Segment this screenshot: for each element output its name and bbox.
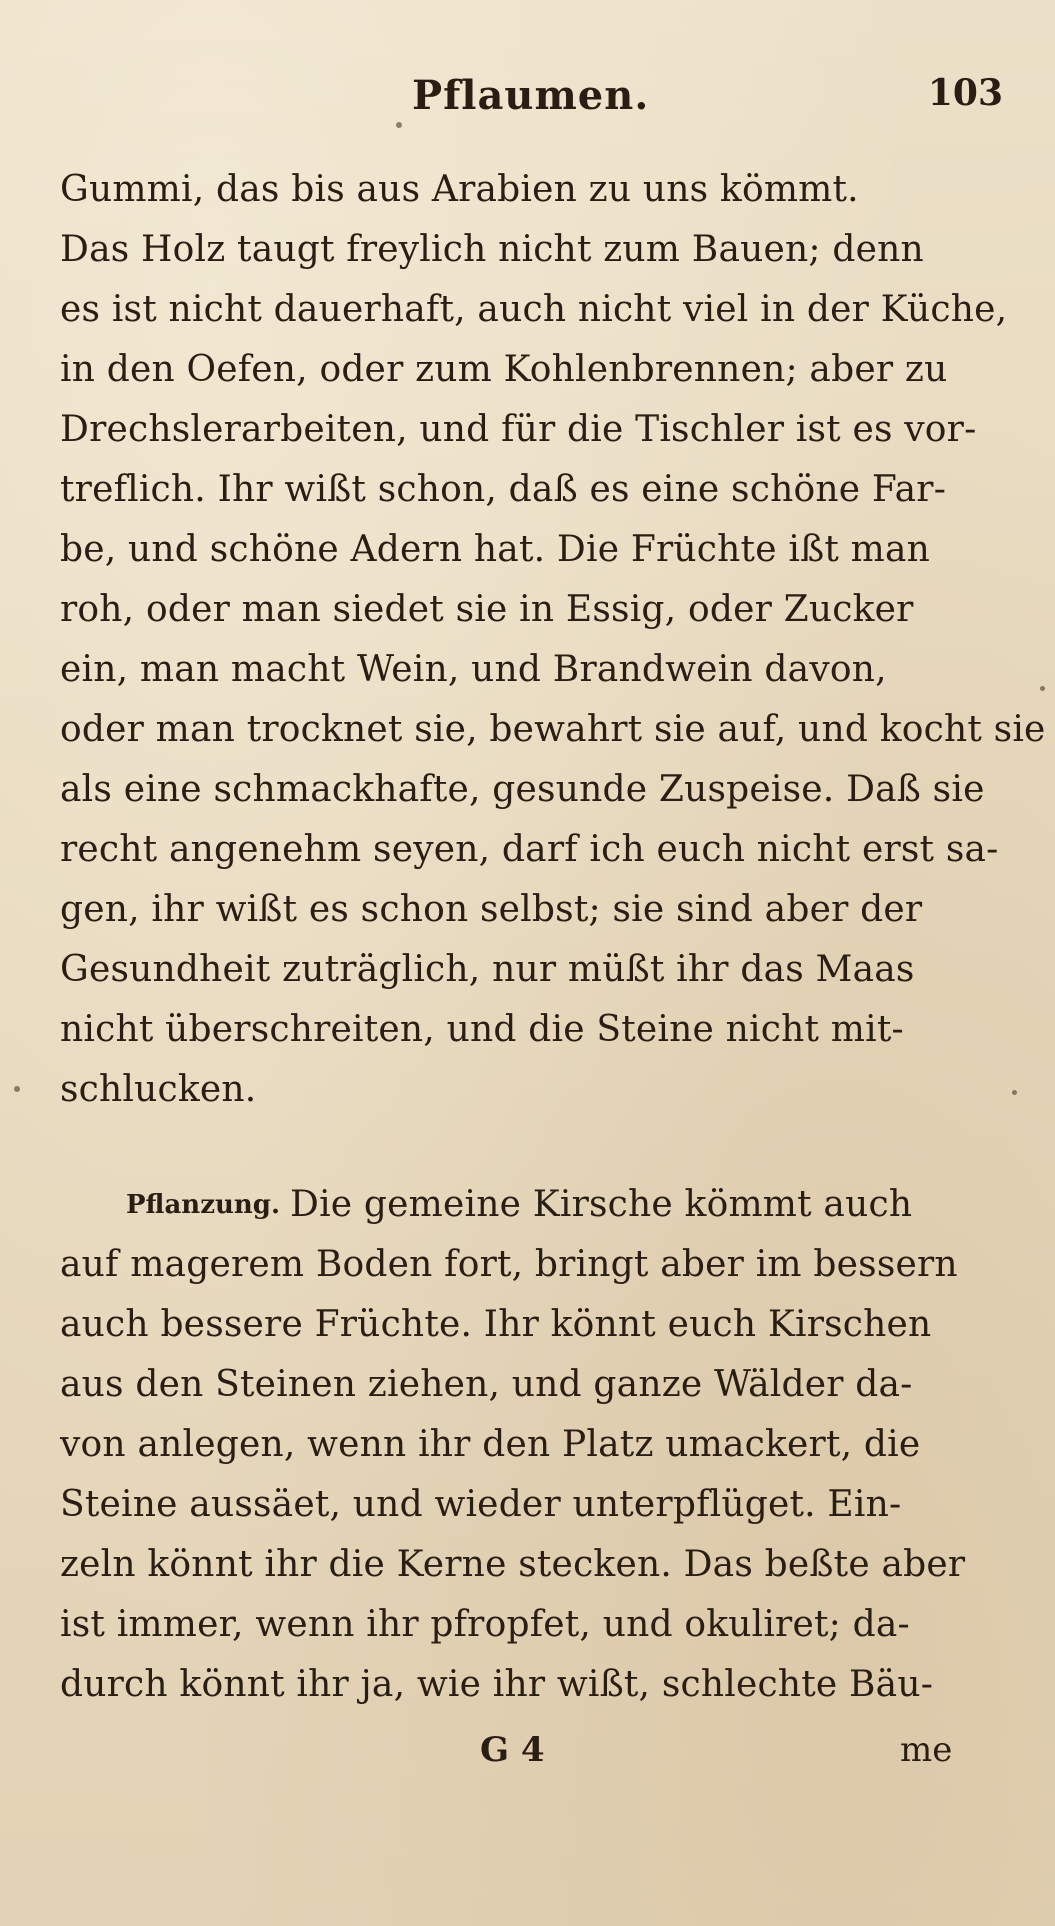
text-line: von anlegen, wenn ihr den Platz umackert, die [60, 1424, 921, 1465]
text-line: schlucken. [60, 1069, 257, 1110]
catchword: me [900, 1730, 953, 1770]
text-line: als eine schmackhafte, gesunde Zuspeise. Daß sie [60, 769, 985, 810]
running-title: Pflaumen. [412, 72, 650, 119]
text-line: treflich. Ihr wißt schon, daß es eine schöne Far- [60, 469, 947, 510]
text-line: in den Oefen, oder zum Kohlenbrennen; aber zu [60, 349, 948, 390]
text-line: Das Holz taugt freylich nicht zum Bauen; denn [60, 229, 924, 270]
text-line: Drechslerarbeiten, und für die Tischler ist es vor- [60, 409, 977, 450]
ink-speck [14, 1086, 20, 1092]
text-line: Steine aussäet, und wieder unterpflüget. Ein- [60, 1484, 902, 1525]
text-line: gen, ihr wißt es schon selbst; sie sind aber der [60, 889, 923, 930]
ink-speck [1040, 686, 1045, 691]
text-line: aus den Steinen ziehen, und ganze Wälder da- [60, 1364, 913, 1405]
text-line: durch könnt ihr ja, wie ihr wißt, schlechte Bäu- [60, 1664, 934, 1705]
signature-mark: G 4 [480, 1730, 545, 1770]
text-line: ein, man macht Wein, und Brandwein davon, [60, 649, 887, 690]
text-line: zeln könnt ihr die Kerne stecken. Das beßte aber [60, 1544, 966, 1585]
text-line: nicht überschreiten, und die Steine nicht mit- [60, 1009, 904, 1050]
text-line: es ist nicht dauerhaft, auch nicht viel in der Küche, [60, 289, 1008, 330]
text-line: Gesundheit zuträglich, nur müßt ihr das Maas [60, 949, 915, 990]
text-line: oder man trocknet sie, bewahrt sie auf, und kocht sie [60, 709, 1046, 750]
text-line: Die gemeine Kirsche kömmt auch [290, 1184, 913, 1225]
paragraph-fruit-uses [60, 160, 1046, 1120]
text-line: auch bessere Früchte. Ihr könnt euch Kirschen [60, 1304, 932, 1345]
text-line: ist immer, wenn ihr pfropfet, und okuliret; da- [60, 1604, 910, 1645]
paragraph-planting [60, 1175, 1010, 1715]
ink-speck [396, 122, 402, 128]
text-line: auf magerem Boden fort, bringt aber im bessern [60, 1244, 958, 1285]
marginal-heading: Pflanzung. [126, 1190, 281, 1220]
text-line: roh, oder man siedet sie in Essig, oder Zucker [60, 589, 914, 630]
page-number: 103 [927, 72, 1003, 114]
ink-speck [1012, 1090, 1017, 1095]
text-line: recht angenehm seyen, darf ich euch nicht erst sa- [60, 829, 999, 870]
text-line: be, und schöne Adern hat. Die Früchte ißt man [60, 529, 931, 570]
text-line: Gummi, das bis aus Arabien zu uns kömmt. [60, 169, 859, 210]
